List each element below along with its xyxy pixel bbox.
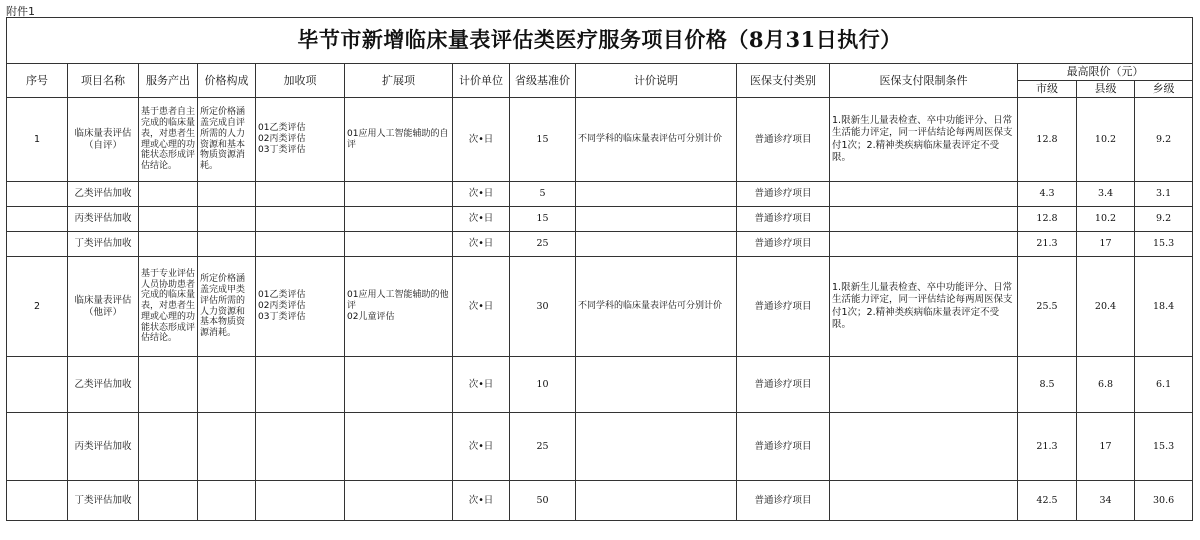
page-title: 毕节市新增临床量表评估类医疗服务项目价格（8月31日执行） <box>7 18 1193 64</box>
cell-unit: 次•日 <box>453 357 510 413</box>
cell-seq <box>7 357 68 413</box>
cell-price-county: 10.2 <box>1077 207 1135 232</box>
cell-price-township: 15.3 <box>1135 232 1193 257</box>
cell-base-price: 10 <box>510 357 576 413</box>
header-base-price: 省级基准价 <box>510 64 576 98</box>
cell-addon <box>256 481 345 521</box>
cell-addon <box>256 207 345 232</box>
cell-addon <box>256 413 345 481</box>
cell-price-township: 9.2 <box>1135 98 1193 182</box>
cell-insurance-type: 普通诊疗项目 <box>737 413 830 481</box>
cell-unit: 次•日 <box>453 413 510 481</box>
price-table <box>6 17 1193 521</box>
cell-insurance-cond: 1.限新生儿量表检查、卒中功能评分、日常生活能力评定，同一评估结论每两周医保支付1次；2.精神类疾病临床量表评定不受限。 <box>830 257 1018 357</box>
table-row <box>7 207 1193 232</box>
cell-item-name: 丁类评估加收 <box>68 232 139 257</box>
table-row <box>7 257 1193 357</box>
table-row <box>7 357 1193 413</box>
cell-price-county: 3.4 <box>1077 182 1135 207</box>
cell-unit: 次•日 <box>453 481 510 521</box>
cell-extension <box>345 232 453 257</box>
header-unit: 计价单位 <box>453 64 510 98</box>
cell-addon: 01乙类评估 02丙类评估 03丁类评估 <box>256 257 345 357</box>
cell-service-output <box>139 357 198 413</box>
cell-service-output <box>139 481 198 521</box>
cell-price-city: 8.5 <box>1018 357 1077 413</box>
header-notes: 计价说明 <box>576 64 737 98</box>
cell-insurance-type: 普通诊疗项目 <box>737 257 830 357</box>
cell-price-city: 25.5 <box>1018 257 1077 357</box>
cell-price-county: 17 <box>1077 413 1135 481</box>
cell-price-county: 20.4 <box>1077 257 1135 357</box>
cell-seq <box>7 182 68 207</box>
table-row <box>7 481 1193 521</box>
header-output: 服务产出 <box>139 64 198 98</box>
header-composition: 价格构成 <box>198 64 256 98</box>
cell-notes: 不同学科的临床量表评估可分别计价 <box>576 257 737 357</box>
cell-notes <box>576 207 737 232</box>
cell-insurance-cond <box>830 182 1018 207</box>
cell-price-county: 34 <box>1077 481 1135 521</box>
header-city: 市级 <box>1018 81 1077 98</box>
header-addon: 加收项 <box>256 64 345 98</box>
cell-price-township: 9.2 <box>1135 207 1193 232</box>
cell-unit: 次•日 <box>453 257 510 357</box>
cell-service-output: 基于专业评估人员协助患者完成的临床量表，对患者生理或心理的功能状态形成评估结论。 <box>139 257 198 357</box>
cell-notes <box>576 413 737 481</box>
table-row <box>7 413 1193 481</box>
cell-extension <box>345 207 453 232</box>
cell-price-township: 30.6 <box>1135 481 1193 521</box>
cell-price-composition: 所定价格涵盖完成甲类评估所需的人力资源和基本物质资源消耗。 <box>198 257 256 357</box>
cell-base-price: 15 <box>510 98 576 182</box>
cell-addon <box>256 232 345 257</box>
header-extension: 扩展项 <box>345 64 453 98</box>
cell-price-township: 3.1 <box>1135 182 1193 207</box>
cell-item-name: 临床量表评估（自评） <box>68 98 139 182</box>
cell-unit: 次•日 <box>453 232 510 257</box>
cell-service-output <box>139 413 198 481</box>
cell-seq: 2 <box>7 257 68 357</box>
cell-notes: 不同学科的临床量表评估可分别计价 <box>576 98 737 182</box>
cell-price-township: 15.3 <box>1135 413 1193 481</box>
cell-item-name: 丁类评估加收 <box>68 481 139 521</box>
cell-extension: 01应用人工智能辅助的他评 02儿童评估 <box>345 257 453 357</box>
cell-price-city: 21.3 <box>1018 232 1077 257</box>
cell-base-price: 15 <box>510 207 576 232</box>
cell-extension <box>345 481 453 521</box>
cell-insurance-cond <box>830 207 1018 232</box>
cell-addon <box>256 357 345 413</box>
cell-base-price: 5 <box>510 182 576 207</box>
cell-price-city: 42.5 <box>1018 481 1077 521</box>
cell-price-county: 17 <box>1077 232 1135 257</box>
cell-item-name: 乙类评估加收 <box>68 182 139 207</box>
cell-price-township: 18.4 <box>1135 257 1193 357</box>
table-row <box>7 98 1193 182</box>
cell-price-composition: 所定价格涵盖完成自评所需的人力资源和基本物质资源消耗。 <box>198 98 256 182</box>
cell-insurance-cond <box>830 357 1018 413</box>
cell-notes <box>576 481 737 521</box>
cell-insurance-type: 普通诊疗项目 <box>737 357 830 413</box>
cell-price-city: 21.3 <box>1018 413 1077 481</box>
cell-seq <box>7 481 68 521</box>
cell-unit: 次•日 <box>453 98 510 182</box>
cell-seq: 1 <box>7 98 68 182</box>
cell-price-county: 10.2 <box>1077 98 1135 182</box>
header-county: 县级 <box>1077 81 1135 98</box>
cell-extension <box>345 182 453 207</box>
table-row <box>7 182 1193 207</box>
cell-base-price: 25 <box>510 232 576 257</box>
header-seq: 序号 <box>7 64 68 98</box>
cell-insurance-type: 普通诊疗项目 <box>737 481 830 521</box>
cell-price-composition <box>198 232 256 257</box>
cell-notes <box>576 182 737 207</box>
cell-service-output <box>139 232 198 257</box>
header-max-price: 最高限价（元） <box>1018 64 1193 81</box>
cell-item-name: 乙类评估加收 <box>68 357 139 413</box>
cell-insurance-cond: 1.限新生儿量表检查、卒中功能评分、日常生活能力评定，同一评估结论每两周医保支付1次；2.精神类疾病临床量表评定不受限。 <box>830 98 1018 182</box>
cell-item-name: 丙类评估加收 <box>68 207 139 232</box>
cell-price-composition <box>198 481 256 521</box>
header-insurance-cond: 医保支付限制条件 <box>830 64 1018 98</box>
cell-service-output: 基于患者自主完成的临床量表，对患者生理或心理的功能状态形成评估结论。 <box>139 98 198 182</box>
cell-seq <box>7 413 68 481</box>
cell-insurance-cond <box>830 481 1018 521</box>
cell-addon: 01乙类评估 02丙类评估 03丁类评估 <box>256 98 345 182</box>
cell-extension <box>345 357 453 413</box>
cell-base-price: 25 <box>510 413 576 481</box>
cell-insurance-type: 普通诊疗项目 <box>737 232 830 257</box>
cell-base-price: 30 <box>510 257 576 357</box>
cell-extension <box>345 413 453 481</box>
cell-addon <box>256 182 345 207</box>
cell-price-city: 12.8 <box>1018 98 1077 182</box>
cell-insurance-type: 普通诊疗项目 <box>737 98 830 182</box>
cell-price-composition <box>198 413 256 481</box>
table-row <box>7 232 1193 257</box>
cell-insurance-type: 普通诊疗项目 <box>737 182 830 207</box>
cell-unit: 次•日 <box>453 207 510 232</box>
cell-seq <box>7 207 68 232</box>
cell-insurance-cond <box>830 413 1018 481</box>
cell-notes <box>576 232 737 257</box>
header-insurance-type: 医保支付类别 <box>737 64 830 98</box>
cell-service-output <box>139 207 198 232</box>
attachment-label: 附件1 <box>6 5 35 18</box>
cell-price-city: 12.8 <box>1018 207 1077 232</box>
cell-price-county: 6.8 <box>1077 357 1135 413</box>
cell-unit: 次•日 <box>453 182 510 207</box>
cell-extension: 01应用人工智能辅助的自评 <box>345 98 453 182</box>
cell-price-township: 6.1 <box>1135 357 1193 413</box>
cell-insurance-type: 普通诊疗项目 <box>737 207 830 232</box>
cell-price-composition <box>198 357 256 413</box>
header-township: 乡级 <box>1135 81 1193 98</box>
cell-price-composition <box>198 182 256 207</box>
cell-notes <box>576 357 737 413</box>
header-name: 项目名称 <box>68 64 139 98</box>
cell-seq <box>7 232 68 257</box>
cell-insurance-cond <box>830 232 1018 257</box>
cell-price-city: 4.3 <box>1018 182 1077 207</box>
cell-base-price: 50 <box>510 481 576 521</box>
cell-item-name: 丙类评估加收 <box>68 413 139 481</box>
cell-service-output <box>139 182 198 207</box>
cell-price-composition <box>198 207 256 232</box>
cell-item-name: 临床量表评估（他评） <box>68 257 139 357</box>
